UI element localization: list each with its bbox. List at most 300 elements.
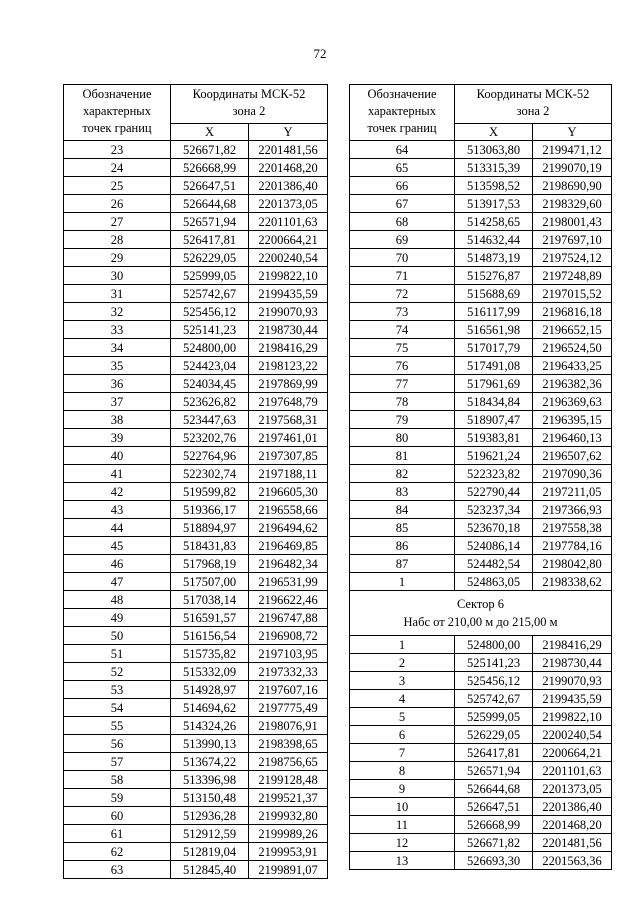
y-coordinate-cell: 2196908,72 [249,627,328,645]
x-coordinate-cell: 518434,84 [455,393,533,411]
y-coordinate-cell: 2199932,80 [249,807,328,825]
y-coordinate-cell: 2196605,30 [249,483,328,501]
y-coordinate-cell: 2198690,90 [533,177,612,195]
x-coordinate-cell: 526671,82 [171,141,249,159]
header-x-right: X [455,124,533,141]
point-number-cell: 1 [350,636,455,654]
x-coordinate-cell: 517507,00 [171,573,249,591]
point-number-cell: 68 [350,213,455,231]
x-coordinate-cell: 526229,05 [171,249,249,267]
y-coordinate-cell: 2197090,36 [533,465,612,483]
point-number-cell: 74 [350,321,455,339]
table-row [64,177,328,195]
table-row [64,699,328,717]
point-number-cell: 9 [350,780,455,798]
x-coordinate-cell: 519366,17 [171,501,249,519]
page-number: 72 [313,46,327,61]
table-row [64,825,328,843]
y-coordinate-cell: 2199435,59 [249,285,328,303]
table-row [64,141,328,159]
y-coordinate-cell: 2197558,38 [533,519,612,537]
point-number-cell: 38 [64,411,171,429]
sector-heading [350,591,612,636]
point-number-cell: 6 [350,726,455,744]
point-number-cell: 2 [350,654,455,672]
y-coordinate-cell: 2201481,56 [533,834,612,852]
coordinates-table-left [63,84,328,879]
point-number-cell: 72 [350,285,455,303]
header-point-designation [64,85,171,141]
header-coordinates [171,85,328,124]
y-coordinate-cell: 2199435,59 [533,690,612,708]
table-row [64,231,328,249]
y-coordinate-cell: 2197248,89 [533,267,612,285]
x-coordinate-cell: 514928,97 [171,681,249,699]
table-row [64,663,328,681]
y-coordinate-cell: 2197461,01 [249,429,328,447]
point-number-cell: 73 [350,303,455,321]
x-coordinate-cell: 524482,54 [455,555,533,573]
table-row [64,753,328,771]
point-number-cell: 52 [64,663,171,681]
point-number-cell: 53 [64,681,171,699]
table-row [350,501,612,519]
sector-title: Сектор 6 [456,597,505,611]
point-number-cell: 81 [350,447,455,465]
table-row [64,501,328,519]
y-coordinate-cell: 2196395,15 [533,411,612,429]
point-number-cell: 66 [350,177,455,195]
table-body-right [350,85,612,870]
table-row [350,780,612,798]
point-number-cell: 45 [64,537,171,555]
y-coordinate-cell: 2198329,60 [533,195,612,213]
point-number-cell: 61 [64,825,171,843]
table-row [350,249,612,267]
x-coordinate-cell: 519621,24 [455,447,533,465]
sector-heading-row [350,591,612,636]
table-row [64,267,328,285]
y-coordinate-cell: 2197607,16 [249,681,328,699]
x-coordinate-cell: 526693,30 [455,852,533,870]
point-number-cell: 85 [350,519,455,537]
point-number-cell: 5 [350,708,455,726]
y-coordinate-cell: 2200664,21 [533,744,612,762]
x-coordinate-cell: 514632,44 [455,231,533,249]
table-row [350,339,612,357]
y-coordinate-cell: 2199822,10 [533,708,612,726]
point-number-cell: 26 [64,195,171,213]
point-number-cell: 82 [350,465,455,483]
x-coordinate-cell: 526644,68 [171,195,249,213]
table-row [64,861,328,879]
y-coordinate-cell: 2199070,19 [533,159,612,177]
table-row [350,573,612,591]
table-row [350,159,612,177]
header-y: Y [249,124,328,141]
x-coordinate-cell: 515735,82 [171,645,249,663]
x-coordinate-cell: 524034,45 [171,375,249,393]
point-number-cell: 30 [64,267,171,285]
x-coordinate-cell: 515688,69 [455,285,533,303]
table-row [350,483,612,501]
point-number-cell: 78 [350,393,455,411]
x-coordinate-cell: 524863,05 [455,573,533,591]
y-coordinate-cell: 2197188,11 [249,465,328,483]
point-number-cell: 24 [64,159,171,177]
y-coordinate-cell: 2197332,33 [249,663,328,681]
table-row [64,321,328,339]
table-row [64,339,328,357]
header-y-right: Y [533,124,612,141]
y-coordinate-cell: 2201373,05 [533,780,612,798]
x-coordinate-cell: 523202,76 [171,429,249,447]
y-coordinate-cell: 2196531,99 [249,573,328,591]
point-number-cell: 46 [64,555,171,573]
point-number-cell: 8 [350,762,455,780]
y-coordinate-cell: 2198398,65 [249,735,328,753]
point-number-cell: 84 [350,501,455,519]
point-number-cell: 32 [64,303,171,321]
table-row [350,357,612,375]
y-coordinate-cell: 2200664,21 [249,231,328,249]
x-coordinate-cell: 517961,69 [455,375,533,393]
table-row [64,645,328,663]
point-number-cell: 77 [350,375,455,393]
y-coordinate-cell: 2199471,12 [533,141,612,159]
table-row [64,465,328,483]
table-row [64,195,328,213]
table-row [350,816,612,834]
point-number-cell: 27 [64,213,171,231]
y-coordinate-cell: 2197648,79 [249,393,328,411]
point-number-cell: 10 [350,798,455,816]
y-coordinate-cell: 2196482,34 [249,555,328,573]
y-coordinate-cell: 2198042,80 [533,555,612,573]
y-coordinate-cell: 2199070,93 [249,303,328,321]
y-coordinate-cell: 2201563,36 [533,852,612,870]
y-coordinate-cell: 2198416,29 [249,339,328,357]
point-number-cell: 35 [64,357,171,375]
header-coordinates-line-2: зона 2 [232,104,266,118]
x-coordinate-cell: 526644,68 [455,780,533,798]
y-coordinate-cell: 2198338,62 [533,573,612,591]
x-coordinate-cell: 514694,62 [171,699,249,717]
y-coordinate-cell: 2199989,26 [249,825,328,843]
x-coordinate-cell: 513150,48 [171,789,249,807]
x-coordinate-cell: 524086,14 [455,537,533,555]
y-coordinate-cell: 2197784,16 [533,537,612,555]
y-coordinate-cell: 2201373,05 [249,195,328,213]
y-coordinate-cell: 2201468,20 [533,816,612,834]
table-row [350,690,612,708]
point-number-cell: 56 [64,735,171,753]
y-coordinate-cell: 2201481,56 [249,141,328,159]
table-row [64,411,328,429]
x-coordinate-cell: 525456,12 [171,303,249,321]
header-coordinates-line-2-right: зона 2 [516,104,550,118]
header-point-line-2-right: характерных [368,104,436,118]
table-row [350,393,612,411]
y-coordinate-cell: 2198730,44 [249,321,328,339]
x-coordinate-cell: 514873,19 [455,249,533,267]
x-coordinate-cell: 525456,12 [455,672,533,690]
table-row [64,159,328,177]
y-coordinate-cell: 2197366,93 [533,501,612,519]
x-coordinate-cell: 526671,82 [455,834,533,852]
y-coordinate-cell: 2196469,85 [249,537,328,555]
table-row [64,429,328,447]
point-number-cell: 64 [350,141,455,159]
y-coordinate-cell: 2198001,43 [533,213,612,231]
x-coordinate-cell: 514324,26 [171,717,249,735]
point-number-cell: 76 [350,357,455,375]
table-row [350,177,612,195]
y-coordinate-cell: 2197211,05 [533,483,612,501]
table-row [64,591,328,609]
x-coordinate-cell: 518431,83 [171,537,249,555]
table-row [350,303,612,321]
header-x: X [171,124,249,141]
table-row [64,375,328,393]
point-number-cell: 39 [64,429,171,447]
x-coordinate-cell: 515332,09 [171,663,249,681]
point-number-cell: 50 [64,627,171,645]
y-coordinate-cell: 2198123,22 [249,357,328,375]
point-number-cell: 87 [350,555,455,573]
x-coordinate-cell: 519383,81 [455,429,533,447]
x-coordinate-cell: 526571,94 [171,213,249,231]
point-number-cell: 13 [350,852,455,870]
x-coordinate-cell: 512819,04 [171,843,249,861]
point-number-cell: 40 [64,447,171,465]
table-row [64,627,328,645]
x-coordinate-cell: 525742,67 [455,690,533,708]
table-row [64,717,328,735]
y-coordinate-cell: 2196507,62 [533,447,612,465]
x-coordinate-cell: 513990,13 [171,735,249,753]
table-row [350,762,612,780]
y-coordinate-cell: 2199891,07 [249,861,328,879]
x-coordinate-cell: 526647,51 [171,177,249,195]
point-number-cell: 11 [350,816,455,834]
table-row [64,357,328,375]
header-point-line-2: характерных [83,104,151,118]
table-row [64,519,328,537]
point-number-cell: 63 [64,861,171,879]
table-row [64,807,328,825]
y-coordinate-cell: 2201101,63 [533,762,612,780]
point-number-cell: 70 [350,249,455,267]
x-coordinate-cell: 516561,98 [455,321,533,339]
table-row [350,465,612,483]
point-number-cell: 36 [64,375,171,393]
point-number-cell: 47 [64,573,171,591]
x-coordinate-cell: 517968,19 [171,555,249,573]
point-number-cell: 1 [350,573,455,591]
table-row [64,735,328,753]
x-coordinate-cell: 516591,57 [171,609,249,627]
coordinates-table-right [349,84,612,870]
table-row [350,447,612,465]
x-coordinate-cell: 513063,80 [455,141,533,159]
header-point-line-3: точек границ [82,121,152,135]
x-coordinate-cell: 522790,44 [455,483,533,501]
point-number-cell: 86 [350,537,455,555]
x-coordinate-cell: 513396,98 [171,771,249,789]
table-row [350,321,612,339]
y-coordinate-cell: 2196369,63 [533,393,612,411]
point-number-cell: 43 [64,501,171,519]
x-coordinate-cell: 526647,51 [455,798,533,816]
y-coordinate-cell: 2196622,46 [249,591,328,609]
x-coordinate-cell: 513674,22 [171,753,249,771]
point-number-cell: 59 [64,789,171,807]
table-row [350,411,612,429]
x-coordinate-cell: 517491,08 [455,357,533,375]
table-row [350,636,612,654]
point-number-cell: 34 [64,339,171,357]
table-row [350,537,612,555]
x-coordinate-cell: 519599,82 [171,483,249,501]
x-coordinate-cell: 523237,34 [455,501,533,519]
x-coordinate-cell: 526571,94 [455,762,533,780]
header-point-line-1: Обозначение [82,87,152,101]
x-coordinate-cell: 513917,53 [455,195,533,213]
x-coordinate-cell: 526417,81 [455,744,533,762]
point-number-cell: 3 [350,672,455,690]
point-number-cell: 75 [350,339,455,357]
y-coordinate-cell: 2197775,49 [249,699,328,717]
point-number-cell: 71 [350,267,455,285]
header-point-designation-right [350,85,455,141]
table-row [64,285,328,303]
header-point-line-1-right: Обозначение [367,87,437,101]
point-number-cell: 7 [350,744,455,762]
point-number-cell: 37 [64,393,171,411]
y-coordinate-cell: 2197524,12 [533,249,612,267]
y-coordinate-cell: 2196494,62 [249,519,328,537]
header-coordinates-line-1-right: Координаты МСК-52 [476,87,590,101]
table-row [64,249,328,267]
x-coordinate-cell: 522302,74 [171,465,249,483]
table-row [350,798,612,816]
y-coordinate-cell: 2201468,20 [249,159,328,177]
y-coordinate-cell: 2200240,54 [249,249,328,267]
y-coordinate-cell: 2196460,13 [533,429,612,447]
y-coordinate-cell: 2199128,48 [249,771,328,789]
point-number-cell: 29 [64,249,171,267]
x-coordinate-cell: 522323,82 [455,465,533,483]
point-number-cell: 12 [350,834,455,852]
y-coordinate-cell: 2201386,40 [249,177,328,195]
x-coordinate-cell: 514258,65 [455,213,533,231]
point-number-cell: 57 [64,753,171,771]
table-row [350,267,612,285]
point-number-cell: 25 [64,177,171,195]
table-row [350,141,612,159]
y-coordinate-cell: 2198730,44 [533,654,612,672]
x-coordinate-cell: 523626,82 [171,393,249,411]
y-coordinate-cell: 2196524,50 [533,339,612,357]
x-coordinate-cell: 512936,28 [171,807,249,825]
point-number-cell: 58 [64,771,171,789]
point-number-cell: 31 [64,285,171,303]
point-number-cell: 42 [64,483,171,501]
x-coordinate-cell: 518907,47 [455,411,533,429]
y-coordinate-cell: 2199953,91 [249,843,328,861]
x-coordinate-cell: 525999,05 [455,708,533,726]
x-coordinate-cell: 526417,81 [171,231,249,249]
y-coordinate-cell: 2199521,37 [249,789,328,807]
x-coordinate-cell: 513598,52 [455,177,533,195]
table-row [350,285,612,303]
x-coordinate-cell: 516156,54 [171,627,249,645]
table-body-left [64,85,328,879]
x-coordinate-cell: 523670,18 [455,519,533,537]
x-coordinate-cell: 526668,99 [455,816,533,834]
y-coordinate-cell: 2196652,15 [533,321,612,339]
table-row [64,483,328,501]
table-row [350,519,612,537]
table-row [350,231,612,249]
table-row [350,555,612,573]
x-coordinate-cell: 526668,99 [171,159,249,177]
y-coordinate-cell: 2201101,63 [249,213,328,231]
x-coordinate-cell: 513315,39 [455,159,533,177]
x-coordinate-cell: 516117,99 [455,303,533,321]
table-row [64,609,328,627]
point-number-cell: 33 [64,321,171,339]
table-row [350,654,612,672]
table-row [350,195,612,213]
x-coordinate-cell: 523447,63 [171,411,249,429]
x-coordinate-cell: 517017,79 [455,339,533,357]
x-coordinate-cell: 525999,05 [171,267,249,285]
y-coordinate-cell: 2198416,29 [533,636,612,654]
point-number-cell: 69 [350,231,455,249]
table-row [350,672,612,690]
y-coordinate-cell: 2197103,95 [249,645,328,663]
x-coordinate-cell: 525141,23 [455,654,533,672]
y-coordinate-cell: 2196382,36 [533,375,612,393]
y-coordinate-cell: 2197015,52 [533,285,612,303]
x-coordinate-cell: 524800,00 [171,339,249,357]
table-row [64,789,328,807]
x-coordinate-cell: 525742,67 [171,285,249,303]
table-row [64,555,328,573]
x-coordinate-cell: 512912,59 [171,825,249,843]
table-row [350,375,612,393]
table-row [350,834,612,852]
x-coordinate-cell: 522764,96 [171,447,249,465]
x-coordinate-cell: 517038,14 [171,591,249,609]
table-row [350,213,612,231]
header-coordinates-line-1: Координаты МСК-52 [192,87,306,101]
point-number-cell: 51 [64,645,171,663]
point-number-cell: 44 [64,519,171,537]
point-number-cell: 60 [64,807,171,825]
table-row [64,393,328,411]
table-row [64,447,328,465]
header-point-line-3-right: точек границ [367,121,437,135]
point-number-cell: 48 [64,591,171,609]
y-coordinate-cell: 2197869,99 [249,375,328,393]
point-number-cell: 55 [64,717,171,735]
y-coordinate-cell: 2197307,85 [249,447,328,465]
table-row [350,852,612,870]
y-coordinate-cell: 2200240,54 [533,726,612,744]
